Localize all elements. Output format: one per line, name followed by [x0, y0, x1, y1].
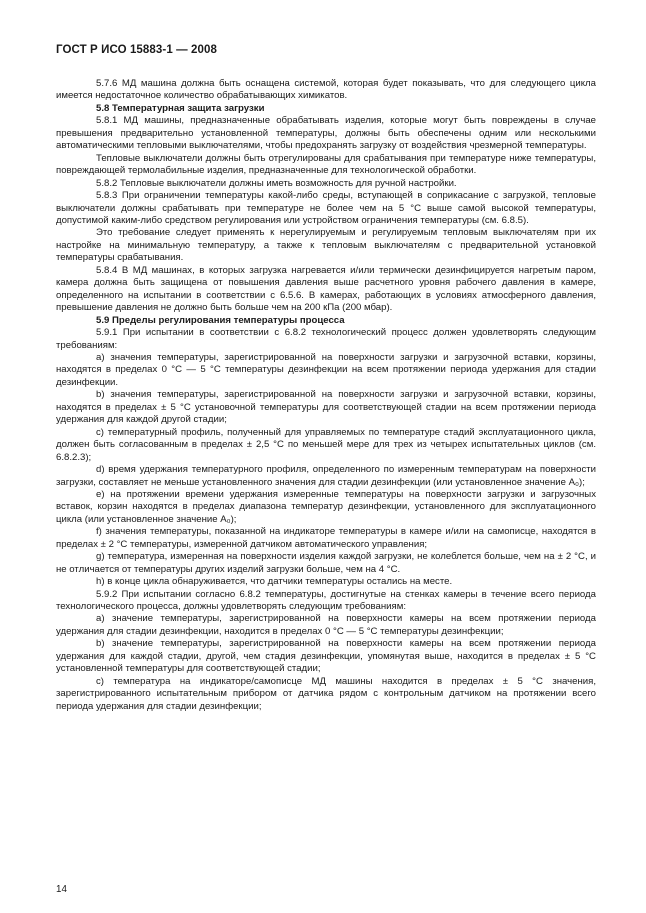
list-item: с) температурный профиль, полученный для управляемых по температуре стадий эксплуатационного цикла, должен быть согласованным в пределах ± 2,5 °С по меньшей мере для трех из четырех испытательных циклов (см. 6.8.2.3); — [56, 426, 596, 463]
paragraph: 5.7.6 МД машина должна быть оснащена системой, которая будет показывать, что для следующего цикла имеется недостаточное количество обрабатывающих химикатов. — [56, 78, 596, 102]
paragraph: 5.9.2 При испытании согласно 6.8.2 температуры, достигнутые на стенках камеры в течение всего периода технологического процесса, должны удовлетворять следующим требованиям: — [56, 588, 596, 613]
paragraph: 5.8.4 В МД машинах, в которых загрузка нагревается и/или термически дезинфицируется нагретым паром, камера должна быть защищена от повышения давления выше расчетного уровня рабочего давления в камере, определенного на испытании в соответствии с 6.5.6. В камерах, работающих в условиях атмосферного давления, превышение давления не должно быть больше чем на 200 кПа (200 мбар). — [56, 264, 596, 314]
list-item: h) в конце цикла обнаруживается, что датчики температуры остались на месте. — [96, 576, 453, 588]
list-item: с) температура на индикаторе/самописце МД машины находится в пределах ± 5 °С значения, зарегистрированного испытательным прибором от датчика рядом с контрольным датчиком на протяжении всего периода удержания для стадии дезинфекции; — [56, 675, 596, 712]
list-item: d) время удержания температурного профиля, определенного по измеренным температурам на поверхности загрузки, составляет не меньше установленного значения для стадии дезинфекции (или установленное значение A₀); — [56, 464, 596, 488]
page-header: ГОСТ Р ИСО 15883-1 — 2008 — [56, 44, 218, 56]
paragraph: 5.8.2 Тепловые выключатели должны иметь возможность для ручной настройки. — [96, 177, 457, 189]
list-item: е) на протяжении времени удержания измеренные температуры на поверхности загрузки и загрузочных вставок, корзин находятся в пределах диапазона температур дезинфекции, установленного для эксплуатационного цикла (или установленное значение A₀); — [56, 488, 596, 525]
list-item: а) значения температуры, зарегистрированной на поверхности загрузки и загрузочной вставки, корзины, находятся в пределах 0 °С — 5 °С температуры дезинфекции на всем протяжении периода удержания для стадии дезинфекции. — [56, 351, 596, 388]
list-item: f) значения температуры, показанной на индикаторе температуры в камере и/или на самописце, находятся в пределах ± 2 °С температуры, измеренной датчиком автоматического управления; — [56, 526, 596, 550]
paragraph: Тепловые выключатели должны быть отрегулированы для срабатывания при температуре ниже температуры, повреждающей термолабильные изделия, предназначенные для технологической обработки. — [56, 152, 596, 177]
paragraph: 5.8.1 МД машины, предназначенные обрабатывать изделия, которые могут быть повреждены в случае превышения предварительно установленной температуры, должны быть обеспечены одним или несколькими автоматическими тепловыми выключателями, чтобы предохранять загрузку от воздействия чрезмерной температуры. — [56, 115, 596, 152]
section-heading: 5.9 Пределы регулирования температуры процесса — [96, 314, 345, 326]
list-item: а) значение температуры, зарегистрированной на поверхности камеры на всем протяжении периода удержания для стадии дезинфекции, находится в пределах 0 °С — 5 °С температуры дезинфекции; — [56, 613, 596, 637]
list-item: b) значения температуры, зарегистрированной на поверхности загрузки и загрузочной вставки, корзины, находятся в пределах ± 5 °С установочной температуры для соответствующей стадии на всем протяжении периода удержания для каждой другой стадии; — [56, 389, 596, 426]
list-item: g) температура, измеренная на поверхности изделия каждой загрузки, не колеблется больше, чем на ± 2 °С, и не отличается от температуры других изделий загрузки больше, чем на 4 °С. — [56, 551, 596, 575]
paragraph: Это требование следует применять к нерегулируемым и регулируемым тепловым выключателям при их настройке на минимальную температуру, а также к тепловым выключателям с предварительной установкой температуры срабатывания. — [56, 227, 596, 264]
paragraph: 5.9.1 При испытании в соответствии с 6.8.2 технологический процесс должен удовлетворять следующим требованиям: — [56, 327, 596, 351]
document-body — [56, 78, 596, 713]
section-heading: 5.8 Температурная защита загрузки — [96, 102, 265, 114]
paragraph: 5.8.3 При ограничении температуры какой-либо среды, вступающей в соприкасание с загрузкой, тепловые выключатели должны срабатывать при температуре не более чем на 5 °С выше самой высокой температуры, допустимой каким-либо средством регулирования или устройством ограничения температуры (см. 6.8.5). — [56, 190, 596, 226]
page-number: 14 — [56, 884, 67, 895]
list-item: b) значение температуры, зарегистрированной на поверхности камеры на всем протяжении периода удержания для каждой стадии, другой, чем стадия дезинфекции, упомянутая выше, находится в пределах ± 5 °С установленной температуры для соответствующей стадии; — [56, 638, 596, 675]
